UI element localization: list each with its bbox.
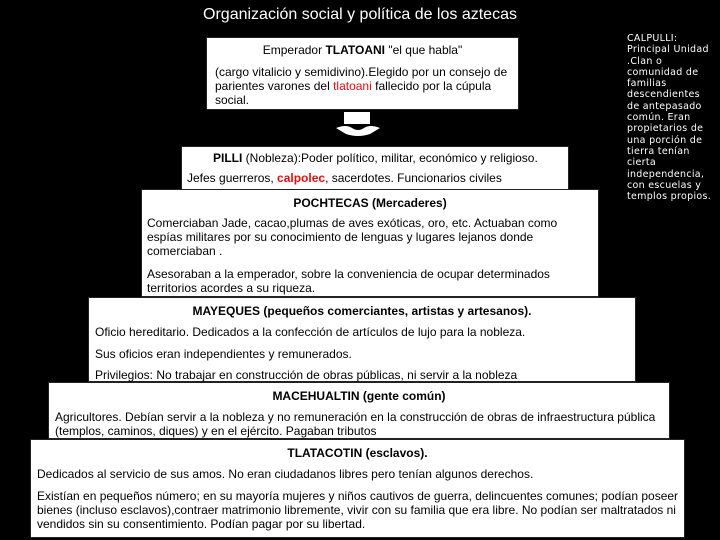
tlatacotin-box <box>30 439 685 538</box>
mayeques-text-3: Privilegios: No trabajar en construcción de obras públicas, ni servir a la nobleza <box>95 368 518 382</box>
emperador-description <box>215 65 515 107</box>
emperador-heading <box>207 43 518 57</box>
tlatoani-red-text: tlatoani <box>333 79 372 93</box>
calpulli-note: CALPULLI: Principal Unidad .Clan o comunidad de familias descendientes de antepasado común. Eran propietarios de una porción de tierra tenían cierta independencia, con escuelas y templos propios. <box>627 33 712 203</box>
pilli-roles-b: , sacerdotes. Funcionarios civiles <box>325 171 502 185</box>
mayeques-text-1: Oficio hereditario. Dedicados a la confección de artículos de lujo para la nobleza. <box>95 325 526 339</box>
macehualtin-heading: MACEHUALTIN (gente común) <box>272 389 446 403</box>
pilli-box <box>181 146 569 190</box>
pilli-heading <box>213 151 538 165</box>
pochtecas-text-1: Comerciaban Jade, cacao,plumas de aves exóticas, oro, etc. Actuaban como espías militares por su conocimiento de lenguas y lugares lejanos donde comerciaban . <box>147 216 558 258</box>
emperador-prefix: Emperador <box>262 43 326 57</box>
mayeques-box <box>88 297 636 382</box>
pilli-roles-a: Jefes guerreros, <box>187 171 278 185</box>
pochtecas-heading: POCHTECAS (Mercaderes) <box>293 196 447 210</box>
mayeques-text-2: Sus oficios eran independientes y remunerados. <box>95 347 352 361</box>
emperador-box <box>206 37 519 110</box>
pilli-label: PILLI <box>213 151 243 165</box>
macehualtin-box <box>48 382 670 439</box>
emperador-desc-b: fallecido por la cúpula social. <box>215 79 492 107</box>
emperador-desc-a: (cargo vitalicio y semidivino).Elegido por un consejo de parientes varones del <box>215 65 508 93</box>
page-title: Organización social y política de los aztecas <box>203 6 517 23</box>
mayeques-heading: MAYEQUES (pequeños comerciantes, artistas y artesanos). <box>192 304 532 318</box>
pilli-roles <box>187 171 502 185</box>
macehualtin-text: Agricultores. Debían servir a la nobleza y no remuneración en la construcción de obras de infraestructura pública (templos, caminos, diques) y en el ejército. Pagaban tributos <box>55 410 656 438</box>
pochtecas-text-2: Asesoraban a la emperador, sobre la conveniencia de ocupar determinados territorios acordes a su riqueza. <box>147 267 550 295</box>
tlatacotin-text-1: Dedicados al servicio de sus amos. No eran ciudadanos libres pero tenían algunos derechos. <box>37 467 534 481</box>
pilli-heading-rest: (Nobleza):Poder político, militar, económico y religioso. <box>242 151 538 165</box>
tlatacotin-text-2: Existían en pequeños número; en su mayoría mujeres y niños cautivos de guerra, delincuentes comunes; podían poseer bienes (incluso esclavos),contraer matrimonio libremente, vivir con su familia que era libre. No podían ser maltratados ni vendidos sin su consentimiento. Podían pagar por su libertad. <box>37 489 679 531</box>
down-arrow-icon <box>334 112 382 138</box>
tlatacotin-heading: TLATACOTIN (esclavos). <box>287 446 428 460</box>
emperador-suffix: "el que habla" <box>385 43 463 57</box>
calpolec-red-text: calpolec <box>277 171 326 185</box>
pochtecas-box <box>141 189 599 297</box>
tlatoani-label: TLATOANI <box>325 43 385 57</box>
